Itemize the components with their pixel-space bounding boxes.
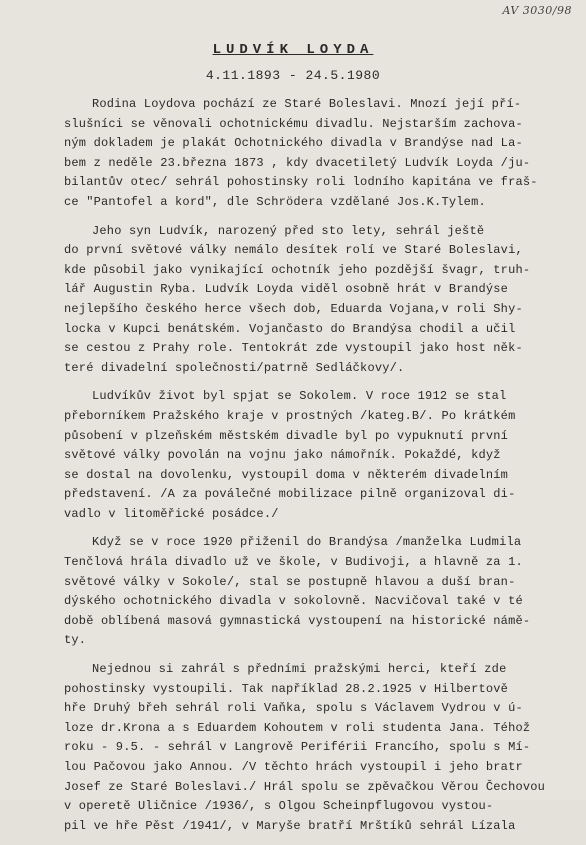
text-line: přeborníkem Pražského kraje v prostných /kateg.B/. Po krátkém: [64, 408, 516, 423]
text-line: pil ve hře Pěst /1941/, v Maryše bratří Mrštíků sehrál Lízala: [64, 818, 516, 833]
paragraph: [64, 222, 564, 379]
page-title: LUDVÍK LOYDA: [212, 42, 374, 58]
text-line: Jeho syn Ludvík, narozený před sto lety, sehrál ještě: [92, 223, 485, 238]
text-line: dýského ochotnického divadla v sokolovně. Nacvičoval také v té: [64, 594, 523, 609]
text-line: slušníci se věnovali ochotnickému divadlu. Nejstarším zachova-: [64, 116, 523, 131]
text-line: lář Augustin Ryba. Ludvík Loyda viděl osobně hrát v Brandýse: [64, 282, 509, 297]
text-line: nejlepšího českého herce všech dob, Eduarda Vojana,v roli Shy-: [64, 301, 523, 316]
text-line: Josef ze Staré Boleslavi./ Hrál spolu se zpěvačkou Věrou Čechovou: [64, 779, 546, 794]
text-line: bilantův otec/ sehrál pohostinsky roli lodního kapitána ve fraš-: [64, 175, 538, 190]
text-line: roku - 9.5. - sehrál v Langrově Periférii Francího, spolu s Mí-: [64, 740, 531, 755]
text-line: ným dokladem je plakát Ochotnického divadla v Brandýse nad La-: [64, 136, 523, 151]
text-line: Nejednou si zahrál s předními pražskými herci, kteří zde: [92, 662, 507, 677]
text-line: Rodina Loydova pochází ze Staré Boleslavi. Mnozí její pří-: [92, 97, 522, 111]
text-line: bem z neděle 23.března 1873 , kdy dvacetiletý Ludvík Loyda /ju-: [64, 155, 531, 170]
text-line: světové války povolán na vojnu jako námořník. Pokaždé, když: [64, 448, 501, 463]
paragraph: [64, 387, 564, 524]
text-line: světové války v Sokole/, stal se postupně hlavou a duší bran-: [64, 574, 516, 589]
life-dates: 4.11.1893 - 24.5.1980: [205, 68, 381, 83]
text-line: lou Pačovou jako Annou. /V těchto hrách vystoupil i jeho bratr: [64, 760, 523, 774]
text-line: pohostinsky vystoupili. Tak například 28.2.1925 v Hilbertově: [64, 681, 509, 696]
text-line: Když se v roce 1920 přiženil do Brandýsa /manželka Ludmila: [92, 535, 522, 550]
text-line: ty.: [64, 633, 87, 648]
text-line: do první světové války nemálo desítek rolí ve Staré Boleslavi,: [64, 243, 523, 258]
paragraph: [64, 95, 564, 213]
document-body: [64, 95, 564, 845]
text-line: Ludvíkův život byl spjat se Sokolem. V roce 1912 se stal: [92, 389, 507, 404]
text-line: loze dr.Krona a s Eduardem Kohoutem v roli studenta Jana. Téhož: [64, 720, 531, 735]
paragraph: [64, 660, 564, 836]
text-line: se dostal na dovolenku, vystoupil doma v některém divadelním: [64, 467, 509, 482]
text-line: se cestou z Prahy role. Tentokrát zde vystoupil jako host něk-: [64, 341, 523, 356]
text-line: představení. /A za poválečné mobilizace pilně organizoval di-: [64, 487, 516, 502]
text-line: v operetě Uličnice /1936/, s Olgou Scheinpflugovou vystou-: [64, 799, 494, 814]
paragraph: [64, 533, 564, 651]
text-line: locka v Kupci benátském. Vojančasto do Brandýsa chodil a učil: [64, 321, 516, 336]
text-line: působení v plzeňském městském divadle byl po vypuknutí první: [64, 428, 509, 443]
text-line: hře Druhý břeh sehrál roli Vaňka, spolu s Václavem Vydrou v ú-: [64, 701, 523, 716]
archive-number-note: AV 3030/98: [502, 4, 572, 17]
text-line: Tenčlová hrála divadlo už ve škole, v Budivoji, a hlavně za 1.: [64, 555, 523, 570]
text-line: době oblíbená masová gymnastická vystoupení na historické námě-: [64, 613, 531, 628]
text-line: ce "Pantofel a kord", dle Schrödera vzdělané Jos.K.Tylem.: [64, 194, 486, 209]
text-line: teré divadelní společnosti/patrně Sedláčkovy/.: [64, 360, 405, 375]
text-line: vadlo v litoměřické posádce./: [64, 506, 279, 521]
text-line: kde působil jako vynikající ochotník jeho pozdější švagr, truh-: [64, 262, 531, 277]
